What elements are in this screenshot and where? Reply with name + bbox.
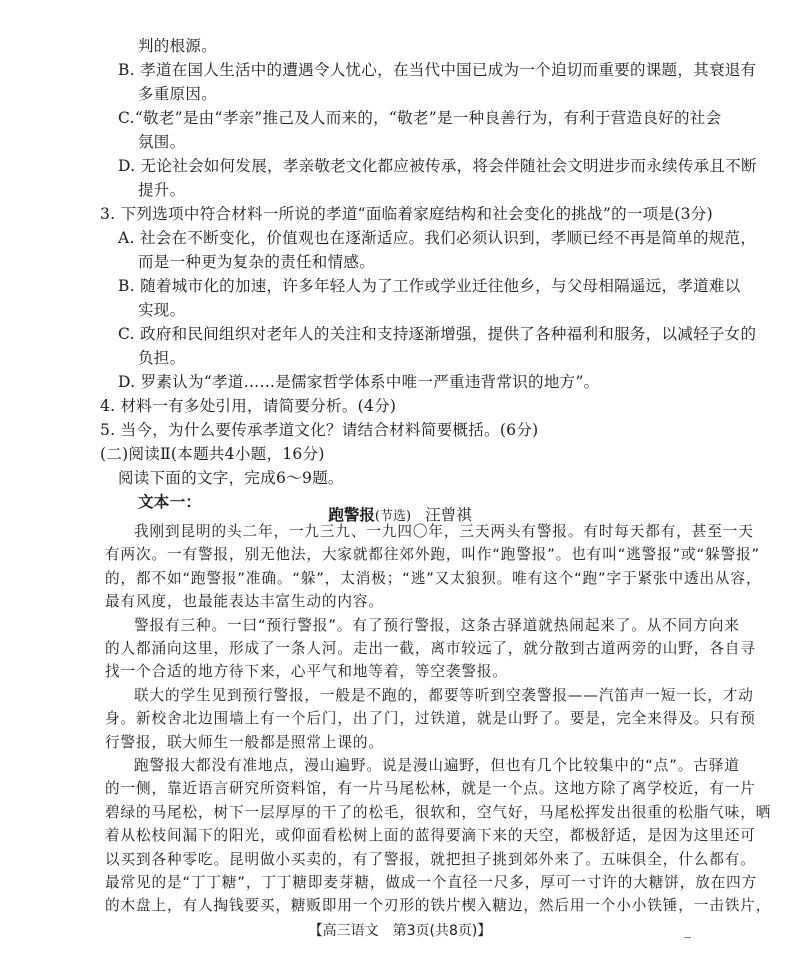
article-line: 的人都涌向这里，形成了一条人河。走出一截，离市较远了，就分散到古道两旁的山野，各自寻: [105, 640, 756, 657]
question-line: (二)阅读Ⅱ(本题共4小题，16分): [100, 445, 325, 463]
article-line: 的，都不如“跑警报”准确。“躲”，太消极；“逃”又太狼狈。唯有这个“跑”字于紧张中透出从容，: [105, 569, 762, 587]
question-line: 4. 材料一有多处引用，请简要分析。(4分): [100, 397, 397, 415]
question-line: 5. 当今，为什么要传承孝道文化？请结合材料简要概括。(6分): [100, 421, 539, 439]
question-line: C. 政府和民间组织对老年人的关注和支持逐渐增强，提供了各种福利和服务，以减轻子女的: [118, 325, 757, 343]
question-line: 阅读下面的文字，完成6～9题。: [118, 469, 344, 487]
question-line: 负担。: [138, 349, 186, 367]
article-author: 汪曾祺: [425, 506, 472, 524]
corner-mark: ‒: [684, 930, 692, 944]
article-line: 警报有三种。一曰“预行警报”。有了预行警报，这条古驿道就热闹起来了。从不同方向来: [134, 616, 740, 634]
article-title-sub: (节选): [374, 509, 412, 524]
question-line: D. 无论社会如何发展，孝亲敬老文化都应被传承，将会伴随社会文明进步而永续传承且不断: [118, 157, 757, 175]
question-line: 而是一种更为复杂的责任和情感。: [138, 253, 376, 271]
article-line: 跑警报大都没有准地点，漫山遍野。说是漫山遍野，但也有几个比较集中的“点”。古驿道: [134, 757, 740, 774]
question-line: D. 罗素认为“孝道……是儒家哲学体系中唯一严重违背常识的地方”。: [118, 373, 600, 391]
article-line: 最常见的是“丁丁糖”，丁丁糖即麦芽糖，做成一个直径一尺多，厚可一寸许的大糖饼，放在四方: [105, 874, 758, 891]
article-line: 的木盘上，有人掏钱要买，糖贩即用一个刃形的铁片楔入糖边，然后用一个小小铁锤，一击铁片，: [105, 897, 772, 915]
question-line: A. 社会在不断变化，价值观也在逐渐适应。我们必须认识到，孝顺已经不再是简单的规范，: [118, 229, 757, 247]
article-line: 联大的学生见到预行警报，一般是不跑的，都要等听到空袭警报——汽笛声一短一长，才动: [134, 686, 754, 704]
article-line: 找一个合适的地方待下来，心平气和地等着，等空袭警报。: [105, 663, 508, 681]
article-line: 行警报，联大师生一般都是照常上课的。: [105, 733, 384, 751]
question-line: 多重原因。: [138, 85, 218, 103]
question-line: C.“敬老”是由“孝亲”推己及人而来的，“敬老”是一种良善行为，有利于营造良好的社会: [118, 109, 722, 127]
article-line: 碧绿的马尾松，树下一层厚厚的干了的松毛，很软和，空气好，马尾松挥发出很重的松脂气味，晒: [105, 803, 772, 821]
question-line: 3. 下列选项中符合材料一所说的孝道“面临着家庭结构和社会变化的挑战”的一项是(3分): [100, 205, 713, 223]
question-line: B. 孝道在国人生活中的遭遇令人忧心，在当代中国已成为一个迫切而重要的课题，其衰退有: [118, 61, 757, 79]
article-title-main: 跑警报: [328, 506, 375, 524]
page-footer: 【高三语文 第3页(共8页)】: [308, 923, 492, 939]
text-label: 文本一：: [138, 492, 202, 511]
article-line: 我刚到昆明的头二年，一九三九、一九四〇年，三天两头有警报。有时每天都有，甚至一天: [134, 523, 754, 540]
question-line: 实现。: [138, 301, 186, 319]
question-line: 判的根源。: [138, 37, 218, 55]
article-line: 以买到各种零吃。昆明做小买卖的，有了警报，就把担子挑到郊外来了。五味俱全，什么都有。: [105, 850, 756, 868]
question-line: 提升。: [138, 181, 186, 199]
article-line: 着从松枝间漏下的阳光，或仰面看松树上面的蓝得要滴下来的天空，都极舒适，是因为这里还可: [105, 827, 756, 845]
article-line: 的一侧，靠近语言研究所资料馆，有一片马尾松林，就是一个点。这地方除了离学校近，有一片: [105, 780, 756, 798]
article-line: 有两次。一有警报，别无他法，大家就都往郊外跑，叫作“跑警报”。也有叫“逃警报”或“躲警报”: [105, 546, 761, 564]
article-line: 最有风度，也最能表达丰富生动的内容。: [105, 593, 384, 611]
question-line: 氛围。: [138, 133, 186, 151]
question-line: B. 随着城市化的加速，许多年轻人为了工作或学业迁往他乡，与父母相隔遥远，孝道难以: [118, 277, 741, 295]
article-line: 身。新校舍北边围墙上有一个后门，出了门，过铁道，就是山野了。要是，完全来得及。只有预: [105, 710, 756, 728]
